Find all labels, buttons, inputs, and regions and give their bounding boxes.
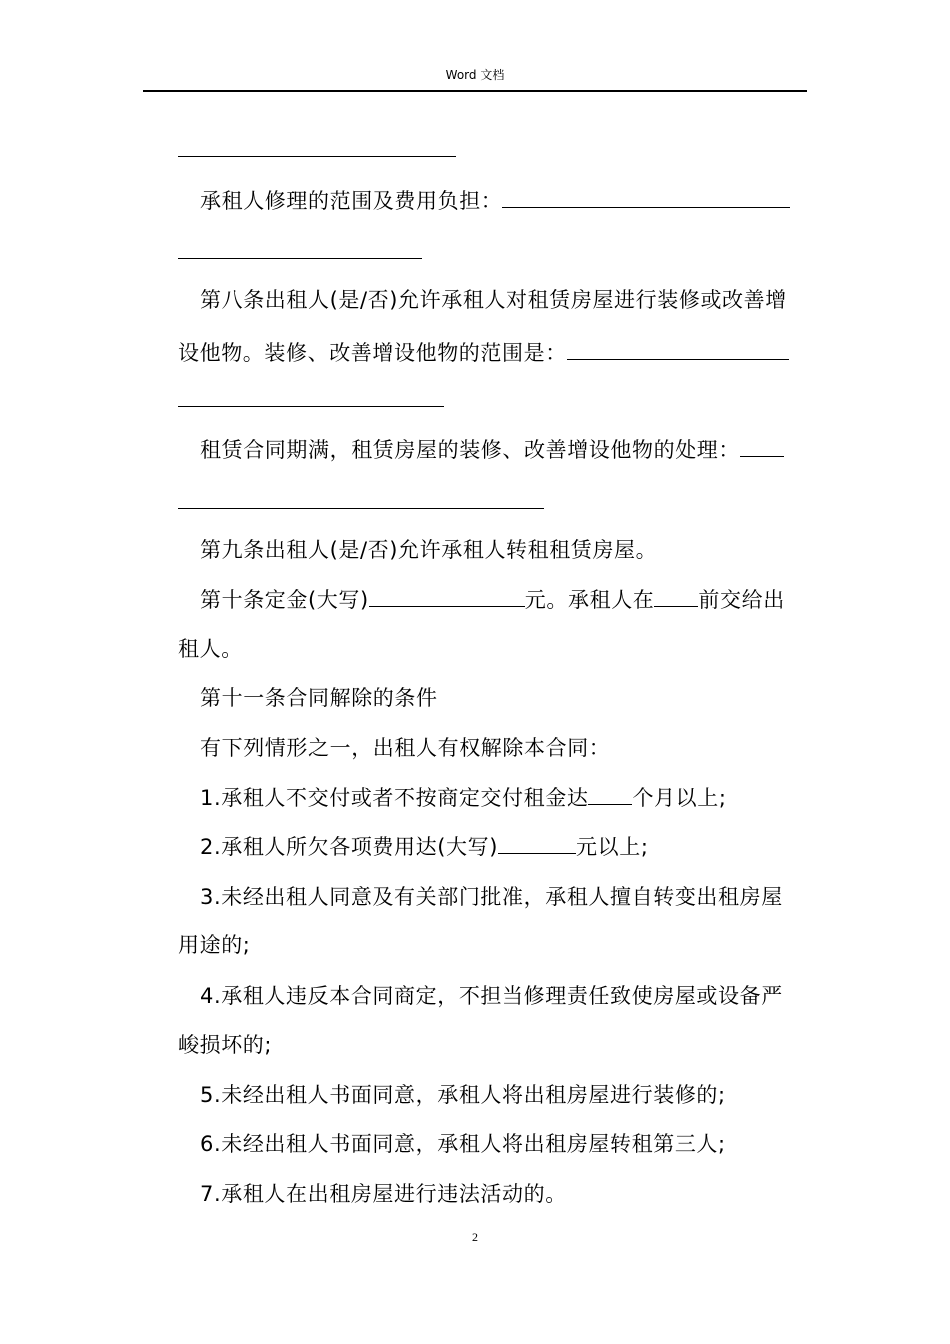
text: 7.承租人在出租房屋进行违法活动的。 (200, 1182, 567, 1206)
list-item (200, 981, 783, 1011)
fill-in-blank (567, 339, 789, 360)
fill-in-blank (178, 258, 422, 259)
text: 设他物。装修、改善增设他物的范围是： (178, 341, 567, 365)
text: 元以上; (576, 835, 649, 859)
page-number (0, 1230, 950, 1245)
fill-in-blank (178, 156, 456, 157)
text: 租赁合同期满，租赁房屋的装修、改善增设他物的处理： (200, 438, 740, 462)
list-item (200, 783, 727, 813)
text: 4.承租人违反本合同商定，不担当修理责任致使房屋或设备严 (200, 984, 783, 1008)
header-title: Word 文档 (445, 68, 505, 82)
fill-in-blank (588, 784, 632, 805)
text: 第十一条合同解除的条件 (200, 686, 438, 710)
text: 租人。 (178, 637, 243, 661)
paragraph-line (200, 683, 438, 713)
paragraph-line (178, 634, 243, 664)
fill-in-blank (178, 406, 444, 407)
paragraph-line (178, 338, 789, 368)
list-item (200, 882, 783, 912)
text: 第十条定金(大写) (200, 588, 369, 612)
text: 有下列情形之一，出租人有权解除本合同： (200, 736, 611, 760)
text: 个月以上; (632, 786, 727, 810)
paragraph-line (178, 1030, 272, 1060)
fill-in-blank (498, 833, 576, 854)
paragraph-line (200, 733, 610, 763)
paragraph-line (200, 285, 787, 315)
page-number-text: 2 (472, 1230, 478, 1244)
page-header (143, 66, 807, 92)
paragraph-line (200, 585, 785, 615)
fill-in-blank (502, 187, 790, 208)
list-item (200, 1179, 567, 1209)
paragraph-line (200, 435, 784, 465)
text: 用途的; (178, 933, 251, 957)
paragraph-line (200, 535, 657, 565)
text: 第八条出租人(是/否)允许承租人对租赁房屋进行装修或改善增 (200, 288, 787, 312)
paragraph-line (200, 186, 790, 216)
list-item (200, 832, 649, 862)
text: 6.未经出租人书面同意，承租人将出租房屋转租第三人; (200, 1132, 726, 1156)
text: 2.承租人所欠各项费用达(大写) (200, 835, 499, 859)
fill-in-blank (654, 586, 698, 607)
paragraph-line (178, 930, 250, 960)
list-item (200, 1129, 726, 1159)
text: 5.未经出租人书面同意，承租人将出租房屋进行装修的; (200, 1083, 726, 1107)
text: 承租人修理的范围及费用负担： (200, 189, 503, 213)
fill-in-blank (740, 436, 784, 457)
list-item (200, 1080, 726, 1110)
fill-in-blank (178, 508, 544, 509)
text: 3.未经出租人同意及有关部门批准，承租人擅自转变出租房屋 (200, 885, 783, 909)
text: 前交给出 (698, 588, 785, 612)
fill-in-blank (369, 586, 525, 607)
text: 1.承租人不交付或者不按商定交付租金达 (200, 786, 589, 810)
text: 第九条出租人(是/否)允许承租人转租租赁房屋。 (200, 538, 658, 562)
text: 峻损坏的; (178, 1033, 273, 1057)
text: 元。承租人在 (524, 588, 655, 612)
